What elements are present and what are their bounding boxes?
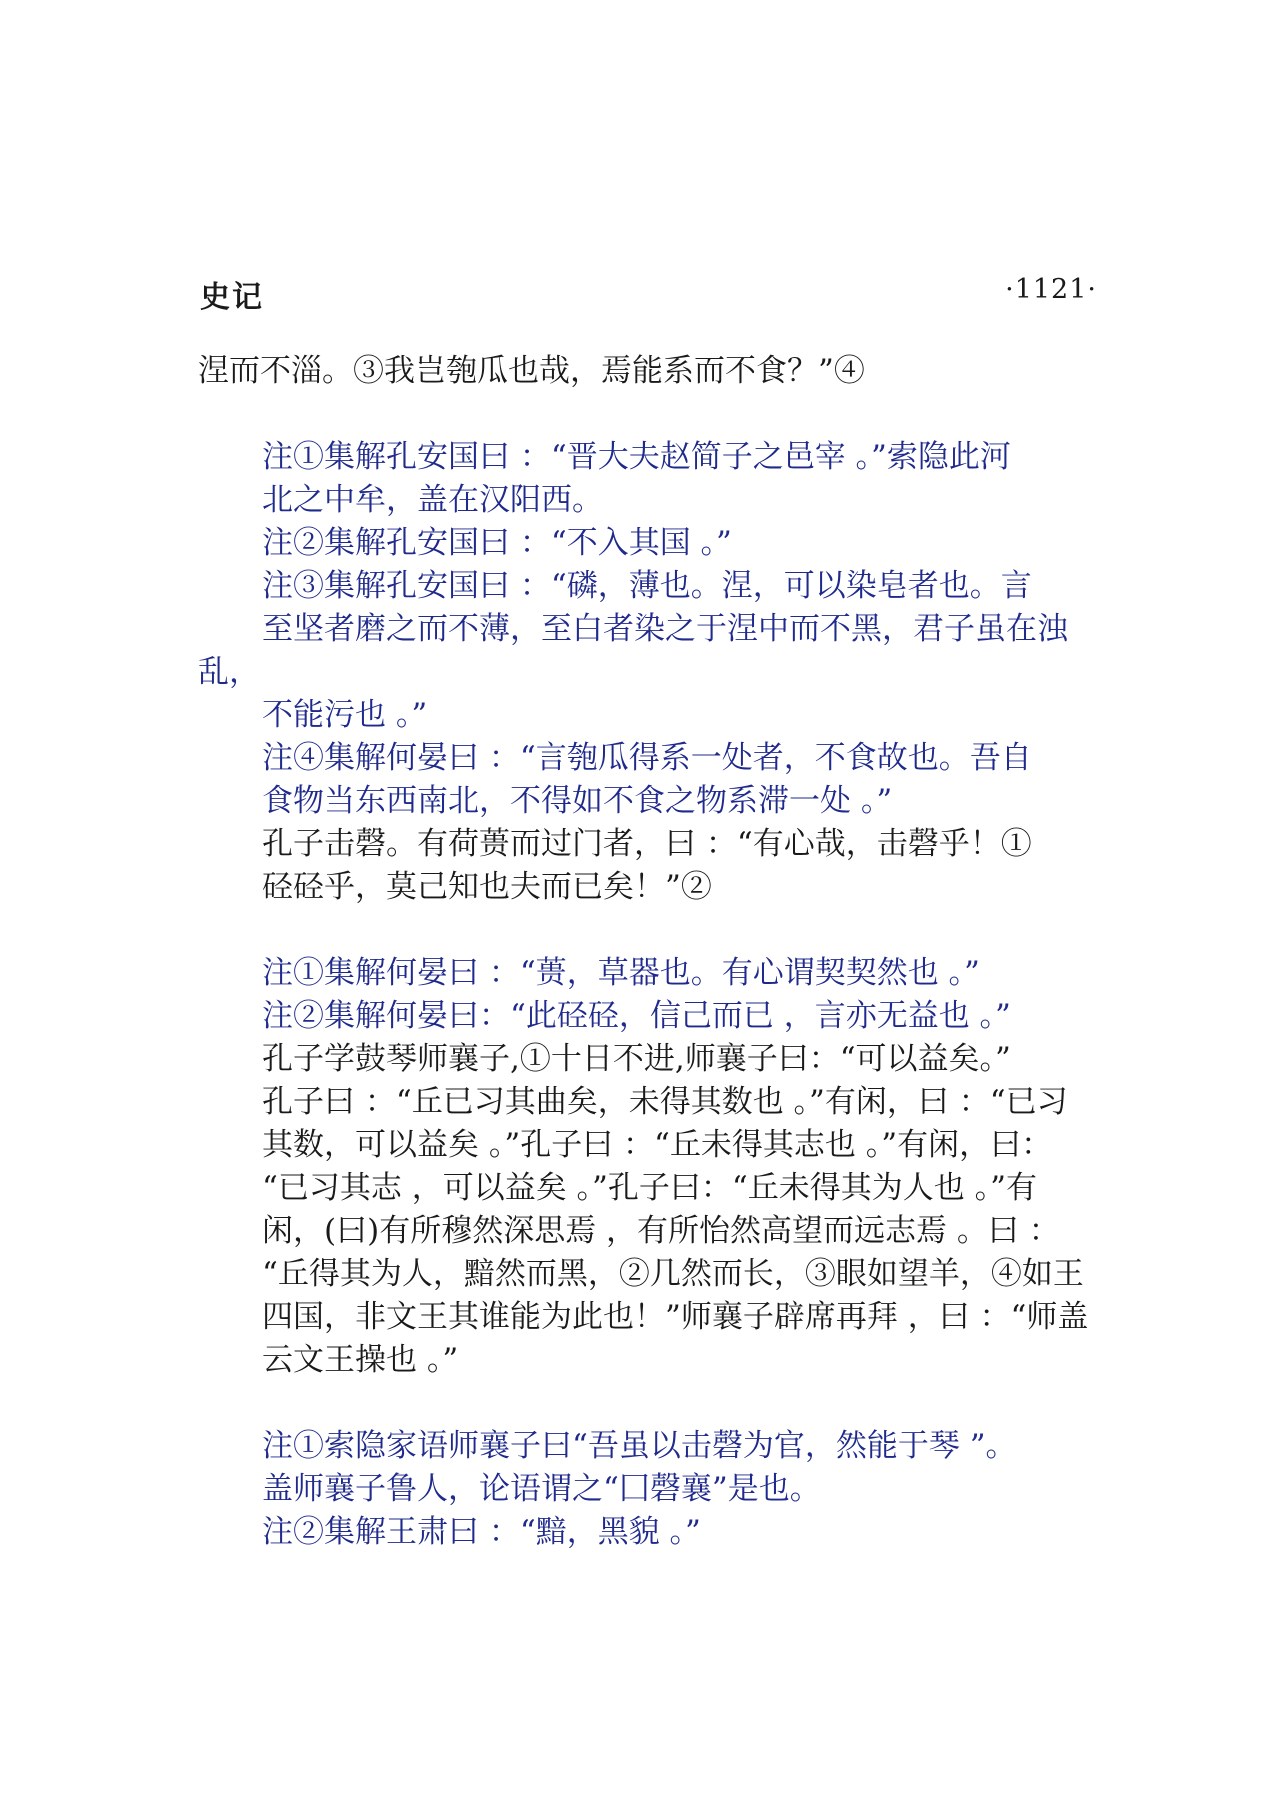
text-line: 孔子学鼓琴师襄子,①十日不进,师襄子曰：“可以益矣。” xyxy=(262,1041,1011,1077)
annotation-paragraph xyxy=(198,436,1098,522)
text-paragraph xyxy=(198,350,1098,393)
annotation-paragraph xyxy=(198,1511,1098,1554)
text-line: 注①索隐家语师襄子曰“吾虽以击磬为官，然能于琴 ”。 xyxy=(262,1428,1017,1464)
text-line: 注②集解孔安国曰 ：“不入其国 。” xyxy=(262,525,732,561)
text-line: 至坚者磨之而不薄，至白者染之于涅中而不黑，君子虽在浊乱， xyxy=(198,611,1068,690)
text-line: 注②集解何晏曰：“此硁硁，信己而已 ，言亦无益也 。” xyxy=(262,998,1011,1034)
annotation-paragraph xyxy=(198,1425,1098,1511)
text-line: 硁硁乎，莫己知也夫而已矣！”② xyxy=(262,869,712,905)
text-line: 四国，非文王其谁能为此也！”师襄子辟席再拜 ，曰 ：“师盖 xyxy=(262,1299,1089,1335)
page-body xyxy=(198,350,1098,1554)
annotation-paragraph xyxy=(198,522,1098,565)
page-number: ·1121· xyxy=(1005,274,1097,305)
text-line: 涅而不淄。③我岂匏瓜也哉，焉能系而不食？”④ xyxy=(198,353,865,389)
text-line: 云文王操也 。” xyxy=(262,1342,459,1378)
paragraph-gap xyxy=(198,1382,1098,1425)
text-paragraph xyxy=(198,823,1098,909)
text-line: 不能污也 。” xyxy=(262,697,428,733)
paragraph-gap xyxy=(198,909,1098,952)
text-line: 其数，可以益矣 。”孔子曰 ：“丘未得其志也 。”有闲，曰： xyxy=(262,1127,1053,1163)
annotation-paragraph xyxy=(198,952,1098,995)
text-line: 食物当东西南北，不得如不食之物系滞一处 。” xyxy=(262,783,893,819)
text-line: 闲，(曰)有所穆然深思焉 ，有所怡然高望而远志焉 。曰 ： xyxy=(262,1213,1060,1249)
annotation-paragraph xyxy=(198,737,1098,823)
text-line: “丘得其为人，黯然而黑，②几然而长，③眼如望羊，④如王 xyxy=(262,1256,1084,1292)
book-title: 史记 xyxy=(200,280,264,315)
text-line: 孔子击磬。有荷蒉而过门者，曰 ：“有心哉，击磬乎！① xyxy=(262,826,1032,862)
text-line: 注②集解王肃曰 ：“黯，黑貌 。” xyxy=(262,1514,701,1550)
text-line: 北之中牟，盖在汉阳西。 xyxy=(262,482,603,518)
text-line: 注④集解何晏曰 ：“言匏瓜得系一处者，不食故也。吾自 xyxy=(262,740,1032,776)
annotation-paragraph xyxy=(198,565,1098,737)
annotation-paragraph xyxy=(198,995,1098,1038)
paragraph-gap xyxy=(198,393,1098,436)
text-line: 注①集解何晏曰 ：“蒉，草器也。有心谓契契然也 。” xyxy=(262,955,980,991)
text-line: 孔子曰 ：“丘已习其曲矣，未得其数也 。”有闲，曰 ：“已习 xyxy=(262,1084,1068,1120)
text-line: “已习其志 ，可以益矣 。”孔子曰：“丘未得其为人也 。”有 xyxy=(262,1170,1037,1206)
text-paragraph xyxy=(198,1038,1098,1382)
text-line: 注①集解孔安国曰 ：“晋大夫赵简子之邑宰 。”索隐此河 xyxy=(262,439,1011,475)
text-line: 盖师襄子鲁人，论语谓之“囗磬襄”是也。 xyxy=(262,1471,821,1507)
text-line: 注③集解孔安国曰 ：“磷，薄也。涅，可以染皂者也。言 xyxy=(262,568,1032,604)
